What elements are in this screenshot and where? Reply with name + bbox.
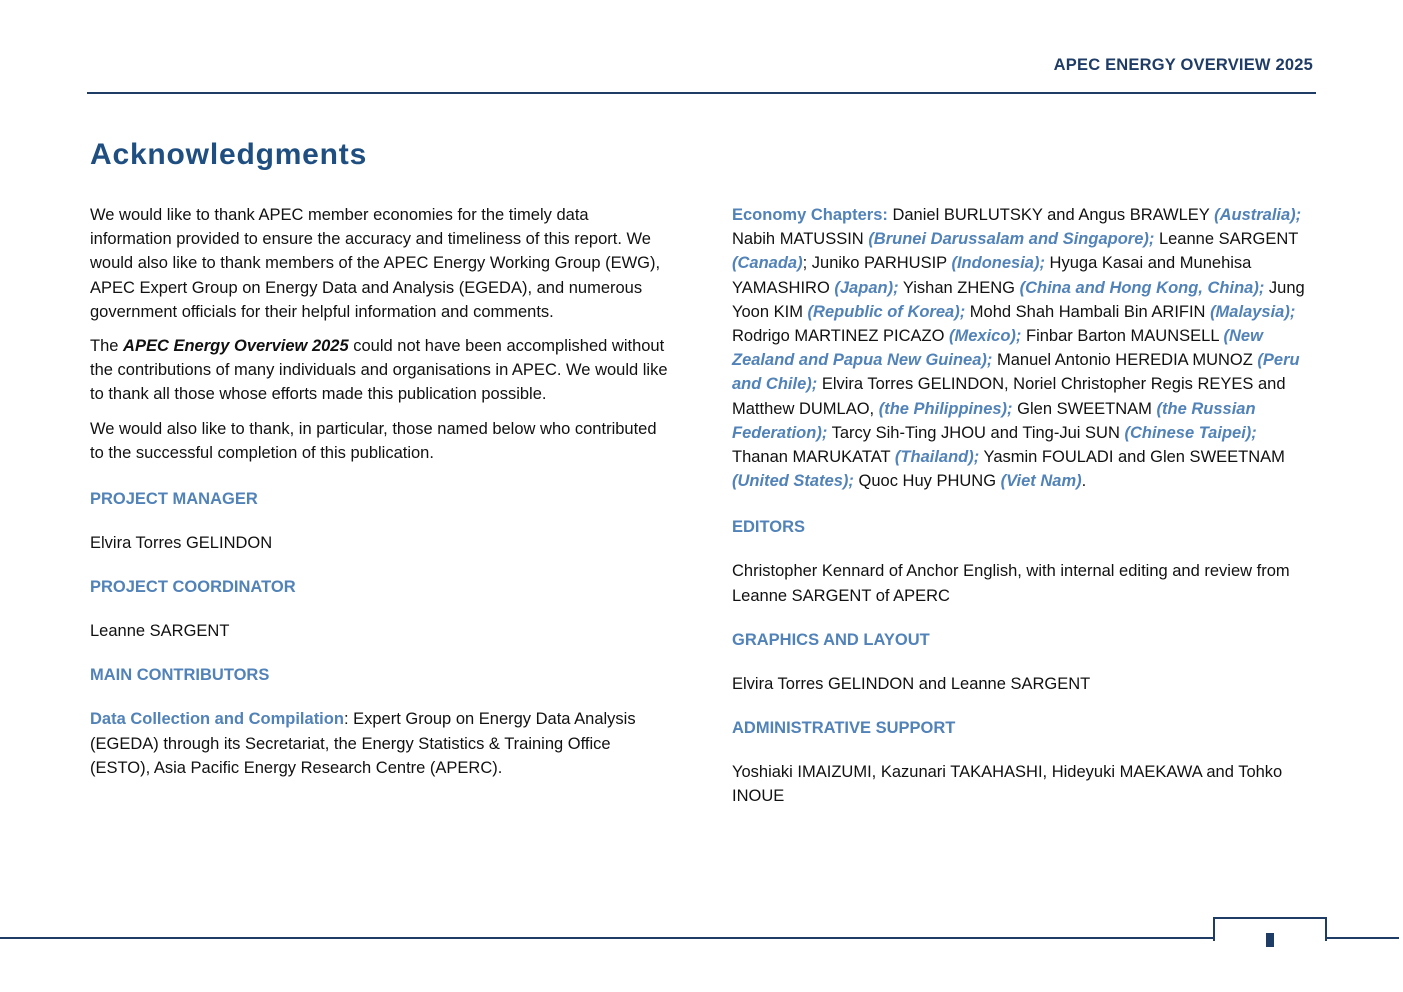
contributor-names: Mohd Shah Hambali Bin ARIFIN <box>965 302 1211 321</box>
economy-name: (Viet Nam) <box>1000 472 1082 491</box>
contributor-names: Juniko PARHUSIP <box>807 254 952 273</box>
running-header: APEC ENERGY OVERVIEW 2025 <box>1053 56 1313 74</box>
right-column <box>732 203 1317 808</box>
economy-name: (Mexico); <box>949 327 1022 346</box>
contributor-names: Nabih MATUSSIN <box>732 230 869 249</box>
footer-divider <box>0 937 1399 939</box>
contributor-names: Glen SWEETNAM <box>1012 399 1157 418</box>
contributor-names: Tarcy Sih-Ting JHOU and Ting-Jui SUN <box>827 423 1125 442</box>
page-title: Acknowledgments <box>90 138 368 171</box>
contributor-names: Rodrigo MARTINEZ PICAZO <box>732 327 949 346</box>
project-coordinator-name: Leanne SARGENT <box>90 622 230 641</box>
page-number-mark <box>1266 933 1274 947</box>
economy-name: (Peru and Chile); <box>732 351 1300 394</box>
data-collection-text: : Expert Group on Energy Data Analysis (EGEDA) through its Secretariat, the Energy Statistics & Training Office (ESTO), Asia Pacific Energy Research Centre (APERC). <box>90 710 636 777</box>
contributor-names: Elvira Torres GELINDON, Noriel Christopher Regis REYES and Matthew DUMLAO, <box>732 375 1286 418</box>
contributor-names: Finbar Barton MAUNSELL <box>1021 327 1224 346</box>
intro-p2-prefix: The <box>90 337 124 356</box>
economy-chapters-label: Economy Chapters: <box>732 206 888 224</box>
economy-name: (the Russian Federation); <box>732 399 1256 442</box>
economy-name: (Australia); <box>1214 206 1302 224</box>
economy-name: (United States); <box>732 472 854 491</box>
economy-name: (Japan); <box>834 278 899 297</box>
contributor-names: Jung Yoon KIM <box>732 278 1305 321</box>
economy-name: (Canada) <box>732 254 803 273</box>
economy-name: (the Philippines); <box>878 399 1013 418</box>
project-manager-name: Elvira Torres GELINDON <box>90 534 273 553</box>
intro-paragraph-1: We would like to thank APEC member economies for the timely data information provided to ensure the accuracy and timeliness of this report. We would also like to thank members of the APEC Energy Working Group (EWG), APEC Expert Group on Energy Data and Analysis (EGEDA), and numerous government officials for their helpful information and comments. <box>90 206 661 321</box>
editors-text: Christopher Kennard of Anchor English, with internal editing and review from Leanne SARGENT of APERC <box>732 562 1290 605</box>
contributor-names: Leanne SARGENT <box>1154 230 1299 249</box>
data-collection-paragraph <box>90 707 670 780</box>
contributor-names: Yasmin FOULADI and Glen SWEETNAM <box>979 448 1285 467</box>
entry-separator: . <box>1081 472 1087 491</box>
economy-name: (Brunei Darussalam and Singapore); <box>868 230 1155 249</box>
economy-name: (Thailand); <box>894 448 980 467</box>
contributor-names: Hyuga Kasai and Munehisa YAMASHIRO <box>732 254 1252 297</box>
contributor-names: Manuel Antonio HEREDIA MUNOZ <box>992 351 1258 370</box>
contributor-names: Thanan MARUKATAT <box>732 448 895 467</box>
graphics-layout-text: Elvira Torres GELINDON and Leanne SARGENT <box>732 674 1091 693</box>
project-manager-heading: PROJECT MANAGER <box>90 490 258 509</box>
admin-support-text: Yoshiaki IMAIZUMI, Kazunari TAKAHASHI, Hideyuki MAEKAWA and Tohko INOUE <box>732 763 1283 806</box>
economy-name: (China and Hong Kong, China); <box>1019 278 1265 297</box>
economy-name: (Republic of Korea); <box>807 302 966 321</box>
graphics-layout-heading: GRAPHICS AND LAYOUT <box>732 630 930 649</box>
economy-name: (Malaysia); <box>1210 302 1296 321</box>
intro-paragraph-3: We would also like to thank, in particular, those named below who contributed to the successful completion of this publication. <box>90 419 657 462</box>
main-contributors-heading: MAIN CONTRIBUTORS <box>90 666 270 685</box>
report-title-italic: APEC Energy Overview 2025 <box>123 337 349 356</box>
editors-heading: EDITORS <box>732 518 806 537</box>
contributor-names: Yishan ZHENG <box>898 278 1020 297</box>
entry-separator: ; <box>802 254 808 273</box>
left-column <box>90 203 670 780</box>
economy-name: (New Zealand and Papua New Guinea); <box>732 327 1263 370</box>
project-coordinator-heading: PROJECT COORDINATOR <box>90 578 296 597</box>
contributor-names: Daniel BURLUTSKY and Angus BRAWLEY <box>887 206 1215 224</box>
intro-p2-suffix: could not have been accomplished without the contributions of many individuals and organisations in APEC. We would like to thank all those whose efforts made this publication possible. <box>90 337 668 404</box>
contributor-names: Quoc Huy PHUNG <box>853 472 1001 491</box>
economy-name: (Chinese Taipei); <box>1124 423 1257 442</box>
economy-name: (Indonesia); <box>951 254 1045 273</box>
intro-paragraph-2 <box>90 334 670 407</box>
economy-chapters-paragraph <box>732 203 1317 493</box>
admin-support-heading: ADMINISTRATIVE SUPPORT <box>732 719 956 738</box>
header-divider <box>87 92 1316 94</box>
data-collection-label: Data Collection and Compilation <box>90 710 344 729</box>
